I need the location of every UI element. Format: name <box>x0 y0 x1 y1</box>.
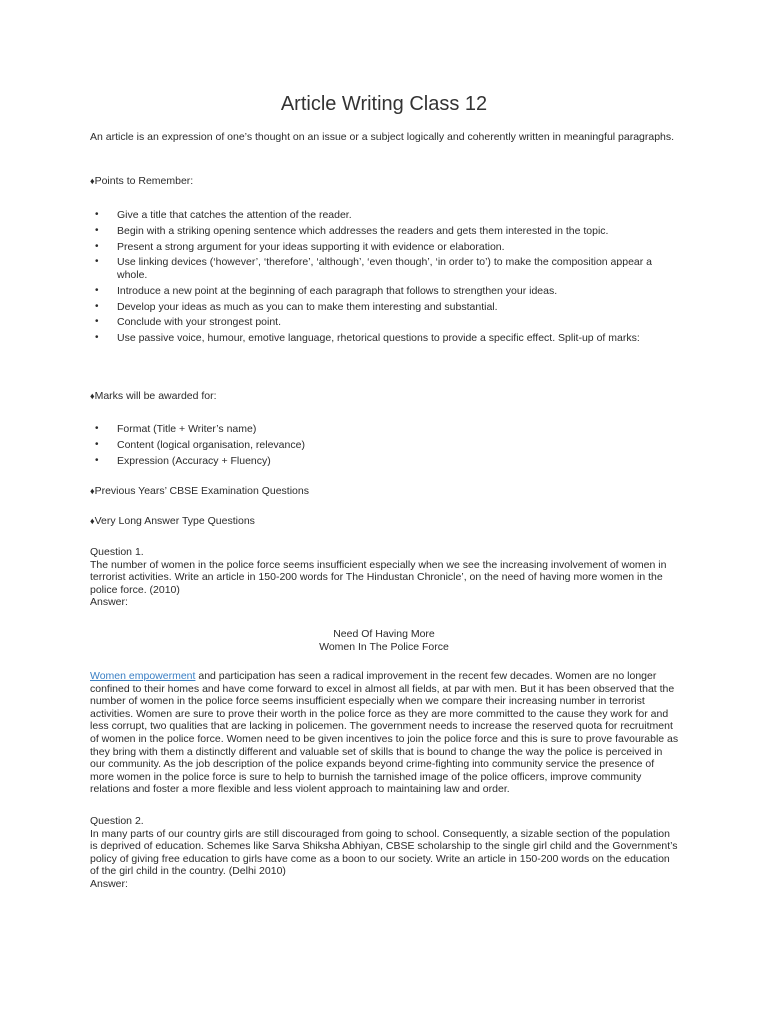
marks-heading-text: Marks will be awarded for: <box>94 390 217 402</box>
question-2-text: In many parts of our country girls are still discouraged from going to school. Consequently, a sizable section of the population is deprived of education. Schemes like Sarva Shiksha Abhiyan, CBSE scholarship to the single girl child and the Government’s policy of giving free education to girls have come as a boon to our society. Write an article in 150-200 words on the education of the girl child in the country. (Delhi 2010) <box>90 827 678 878</box>
question-2-label: Question 2. <box>90 815 144 827</box>
list-item <box>90 225 680 238</box>
marks-list <box>90 423 680 470</box>
women-empowerment-link[interactable]: Women empowerment <box>90 670 196 682</box>
bullet-icon: • <box>95 224 99 236</box>
list-item-text: Develop your ideas as much as you can to make them interesting and substantial. <box>117 300 498 313</box>
question-1-text: The number of women in the police force seems insufficient especially when we see the increasing involvement of women in terrorist activities. Write an article in 150-200 words for The Hindustan Chronicle’, on the need of having more women in the police force. (2010) <box>90 558 667 596</box>
list-item <box>90 423 680 436</box>
diamond-bullet-icon: ♦ <box>90 391 95 401</box>
list-item <box>90 301 680 314</box>
question-1-answer-label: Answer: <box>90 596 128 609</box>
marks-heading <box>90 390 680 403</box>
bullet-icon: • <box>95 240 99 252</box>
list-item <box>90 332 680 345</box>
points-heading <box>90 175 680 188</box>
list-item <box>90 209 680 222</box>
list-item <box>90 439 680 452</box>
article-body-text: and participation has seen a radical improvement in the recent few decades. Women are no longer confined to their homes and have come forward to excel in almost all fields, at par with men. But it has been observed that the number of women in the police force seems insufficient especially when we compare their increasing number in terrorist activities. Women are sure to prove their worth in the police force as they are more committed to the cause they work for and less corrupt, two qualities that are lacking in policemen. The government needs to increase the reserved quota for recruitment of women in the police force. Women need to be given incentives to join the police force and this is sure to prove favourable as they bring with them a distinctly different and valuable set of skills that is bound to change the way the police is perceived in our community. As the job description of the police expands beyond crime-fighting into community service the presence of more women in the police force is sure to help to burnish the tarnished image of the police officers, improve community relations and foster a more flexible and less violent approach to maintaining law and order. <box>90 670 679 796</box>
bullet-icon: • <box>95 454 99 466</box>
article-title <box>0 628 768 653</box>
list-item <box>90 455 680 468</box>
previous-years-heading <box>90 485 680 498</box>
article-body <box>90 670 680 796</box>
diamond-bullet-icon: ♦ <box>90 516 95 526</box>
previous-years-heading-text: Previous Years’ CBSE Examination Questions <box>94 485 309 497</box>
points-list <box>90 209 680 348</box>
intro-paragraph: An article is an expression of one’s thought on an issue or a subject logically and coherently written in meaningful paragraphs. <box>90 131 675 143</box>
list-item-text: Use passive voice, humour, emotive language, rhetorical questions to provide a specific effect. Split-up of marks: <box>117 332 640 345</box>
list-item-text: Present a strong argument for your ideas supporting it with evidence or elaboration. <box>117 240 505 253</box>
list-item <box>90 241 680 254</box>
list-item <box>90 285 680 298</box>
bullet-icon: • <box>95 316 99 328</box>
question-1-label: Question 1. <box>90 546 144 558</box>
list-item-text: Use linking devices (‘however’, ‘therefore’, ‘although’, ‘even though’, ‘in order to’) to make the composition appear a whole. <box>117 256 653 281</box>
list-item-text: Content (logical organisation, relevance) <box>117 438 305 451</box>
bullet-icon: • <box>95 300 99 312</box>
list-item <box>90 316 680 329</box>
question-2-answer-label: Answer: <box>90 877 128 890</box>
list-item-text: Format (Title + Writer’s name) <box>117 423 257 435</box>
question-1 <box>90 546 680 609</box>
diamond-bullet-icon: ♦ <box>90 486 95 496</box>
list-item-text: Give a title that catches the attention of the reader. <box>117 209 352 221</box>
question-2 <box>90 815 680 891</box>
list-item-text: Begin with a striking opening sentence which addresses the readers and gets them interested in the topic. <box>117 224 609 237</box>
long-answer-heading-text: Very Long Answer Type Questions <box>94 515 255 527</box>
list-item-text: Expression (Accuracy + Fluency) <box>117 454 271 467</box>
bullet-icon: • <box>95 423 99 434</box>
bullet-icon: • <box>95 209 99 220</box>
list-item <box>90 256 680 281</box>
bullet-icon: • <box>95 332 99 344</box>
long-answer-heading <box>90 515 680 528</box>
bullet-icon: • <box>95 284 99 296</box>
page-title: Article Writing Class 12 <box>280 93 488 115</box>
points-heading-text: Points to Remember: <box>94 175 194 187</box>
diamond-bullet-icon: ♦ <box>90 176 95 186</box>
list-item-text: Introduce a new point at the beginning of each paragraph that follows to strengthen your ideas. <box>117 284 558 297</box>
article-title-line-2: Women In The Police Force <box>319 640 449 653</box>
list-item-text: Conclude with your strongest point. <box>117 316 282 329</box>
article-title-line-1: Need Of Having More <box>333 628 435 640</box>
bullet-icon: • <box>95 256 99 268</box>
bullet-icon: • <box>95 438 99 450</box>
